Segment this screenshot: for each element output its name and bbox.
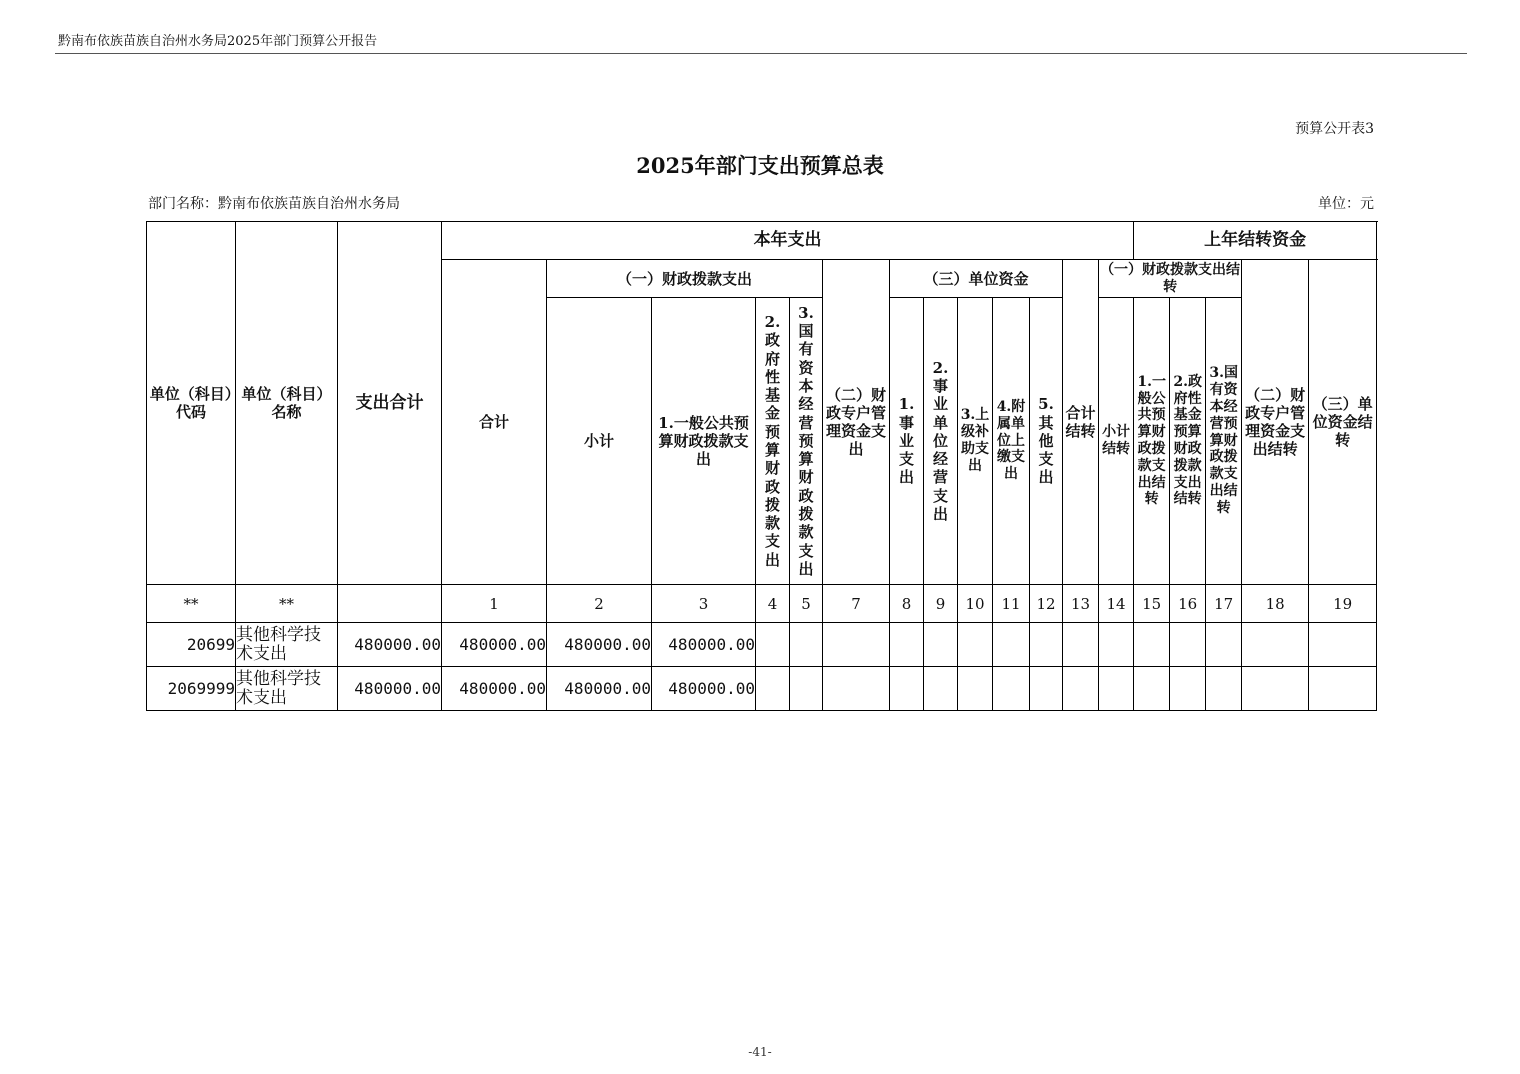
row-subtotal: 480000.00	[547, 667, 652, 711]
header-carry-unit: （三）单位资金结转	[1309, 260, 1377, 585]
header-current-year: 本年支出	[442, 222, 1134, 260]
index-cell: **	[147, 585, 236, 623]
index-cell: 11	[993, 585, 1030, 623]
header-affiliated-expense: 4.附属单位上缴支出	[993, 298, 1030, 585]
document-title: 2025年部门支出预算总表	[636, 153, 884, 178]
empty-cell	[1099, 667, 1134, 711]
index-cell: 8	[890, 585, 924, 623]
header-carry-subtotal: 小计结转	[1099, 298, 1134, 585]
empty-cell	[1030, 667, 1063, 711]
empty-cell	[756, 667, 790, 711]
header-other-expense: 5.其他支出	[1038, 395, 1054, 487]
index-cell: 19	[1309, 585, 1377, 623]
row-code: 2069999	[147, 667, 236, 711]
budget-table	[146, 221, 1377, 711]
empty-cell	[993, 623, 1030, 667]
header-subsidy-expense: 3.上级补助支出	[958, 298, 993, 585]
empty-cell	[823, 667, 890, 711]
index-cell: 10	[958, 585, 993, 623]
index-row	[147, 585, 1377, 623]
index-cell: 9	[924, 585, 958, 623]
empty-cell	[958, 623, 993, 667]
empty-cell	[1063, 623, 1099, 667]
header-unit-code: 单位（科目）代码	[147, 222, 236, 585]
empty-cell	[1063, 667, 1099, 711]
row-general: 480000.00	[652, 623, 756, 667]
empty-cell	[993, 667, 1030, 711]
empty-cell	[790, 623, 823, 667]
index-cell: 13	[1063, 585, 1099, 623]
page-number: -41-	[748, 1045, 772, 1059]
header-carry-fiscal: （一）财政拨款支出结转	[1099, 260, 1242, 298]
index-cell: **	[236, 585, 338, 623]
index-cell: 12	[1030, 585, 1063, 623]
department-label: 部门名称：黔南布依族苗族自治州水务局	[148, 196, 400, 212]
row-sum: 480000.00	[442, 667, 547, 711]
header-expense-total: 支出合计	[338, 222, 442, 585]
index-cell: 15	[1134, 585, 1170, 623]
index-cell: 16	[1170, 585, 1206, 623]
table-number: 预算公开表3	[1295, 121, 1374, 137]
empty-cell	[924, 623, 958, 667]
empty-cell	[1134, 623, 1170, 667]
header-special-account: （二）财政专户管理资金支出	[823, 260, 890, 585]
table-row	[147, 623, 1377, 667]
header-fiscal-expense: （一）财政拨款支出	[547, 260, 823, 298]
empty-cell	[1030, 623, 1063, 667]
empty-cell	[890, 667, 924, 711]
empty-cell	[790, 667, 823, 711]
index-cell: 4	[756, 585, 790, 623]
unit-label: 单位：元	[1318, 196, 1374, 212]
empty-cell	[1206, 667, 1242, 711]
index-cell: 1	[442, 585, 547, 623]
empty-cell	[1099, 623, 1134, 667]
row-total: 480000.00	[338, 623, 442, 667]
header-unit-name: 单位（科目）名称	[236, 222, 338, 585]
empty-cell	[1134, 667, 1170, 711]
empty-cell	[756, 623, 790, 667]
header-carry-gov-fund: 2.政府性基金预算财政拨款支出结转	[1170, 298, 1206, 585]
header-rule	[55, 53, 1467, 54]
empty-cell	[1242, 667, 1309, 711]
index-cell: 14	[1099, 585, 1134, 623]
empty-cell	[1309, 667, 1377, 711]
header-carry-state-capital: 3.国有资本经营预算财政拨款支出结转	[1206, 298, 1242, 585]
empty-cell	[1170, 623, 1206, 667]
header-carry-sum: 合计结转	[1063, 260, 1099, 585]
row-general: 480000.00	[652, 667, 756, 711]
index-cell: 3	[652, 585, 756, 623]
row-code: 20699	[147, 623, 236, 667]
header-gov-fund: 2.政府性基金预算财政拨款支出	[764, 312, 781, 569]
header-business-expense: 1.事业支出	[898, 395, 915, 487]
row-total: 480000.00	[338, 667, 442, 711]
empty-cell	[1309, 623, 1377, 667]
header-carry-special: （二）财政专户管理资金支出结转	[1242, 260, 1309, 585]
table-row	[147, 667, 1377, 711]
index-cell	[338, 585, 442, 623]
row-sum: 480000.00	[442, 623, 547, 667]
header-state-capital: 3.国有资本经营预算财政拨款支出	[798, 303, 814, 578]
header-unit-funds: （三）单位资金	[890, 260, 1063, 298]
index-cell: 7	[823, 585, 890, 623]
header-sum: 合计	[442, 260, 547, 585]
header-subtotal: 小计	[547, 298, 652, 585]
empty-cell	[890, 623, 924, 667]
header-operating-expense: 2.事业单位经营支出	[932, 358, 949, 524]
row-name: 其他科学技术支出	[236, 667, 338, 711]
row-name: 其他科学技术支出	[236, 623, 338, 667]
running-header: 黔南布依族苗族自治州水务局2025年部门预算公开报告	[58, 34, 378, 49]
empty-cell	[1242, 623, 1309, 667]
index-cell: 18	[1242, 585, 1309, 623]
header-carry-general: 1.一般公共预算财政拨款支出结转	[1134, 298, 1170, 585]
header-previous-carryover: 上年结转资金	[1134, 222, 1377, 260]
index-cell: 17	[1206, 585, 1242, 623]
empty-cell	[1170, 667, 1206, 711]
row-subtotal: 480000.00	[547, 623, 652, 667]
empty-cell	[823, 623, 890, 667]
empty-cell	[924, 667, 958, 711]
index-cell: 5	[790, 585, 823, 623]
index-cell: 2	[547, 585, 652, 623]
empty-cell	[1206, 623, 1242, 667]
empty-cell	[958, 667, 993, 711]
header-general-budget: 1.一般公共预算财政拨款支出	[652, 298, 756, 585]
